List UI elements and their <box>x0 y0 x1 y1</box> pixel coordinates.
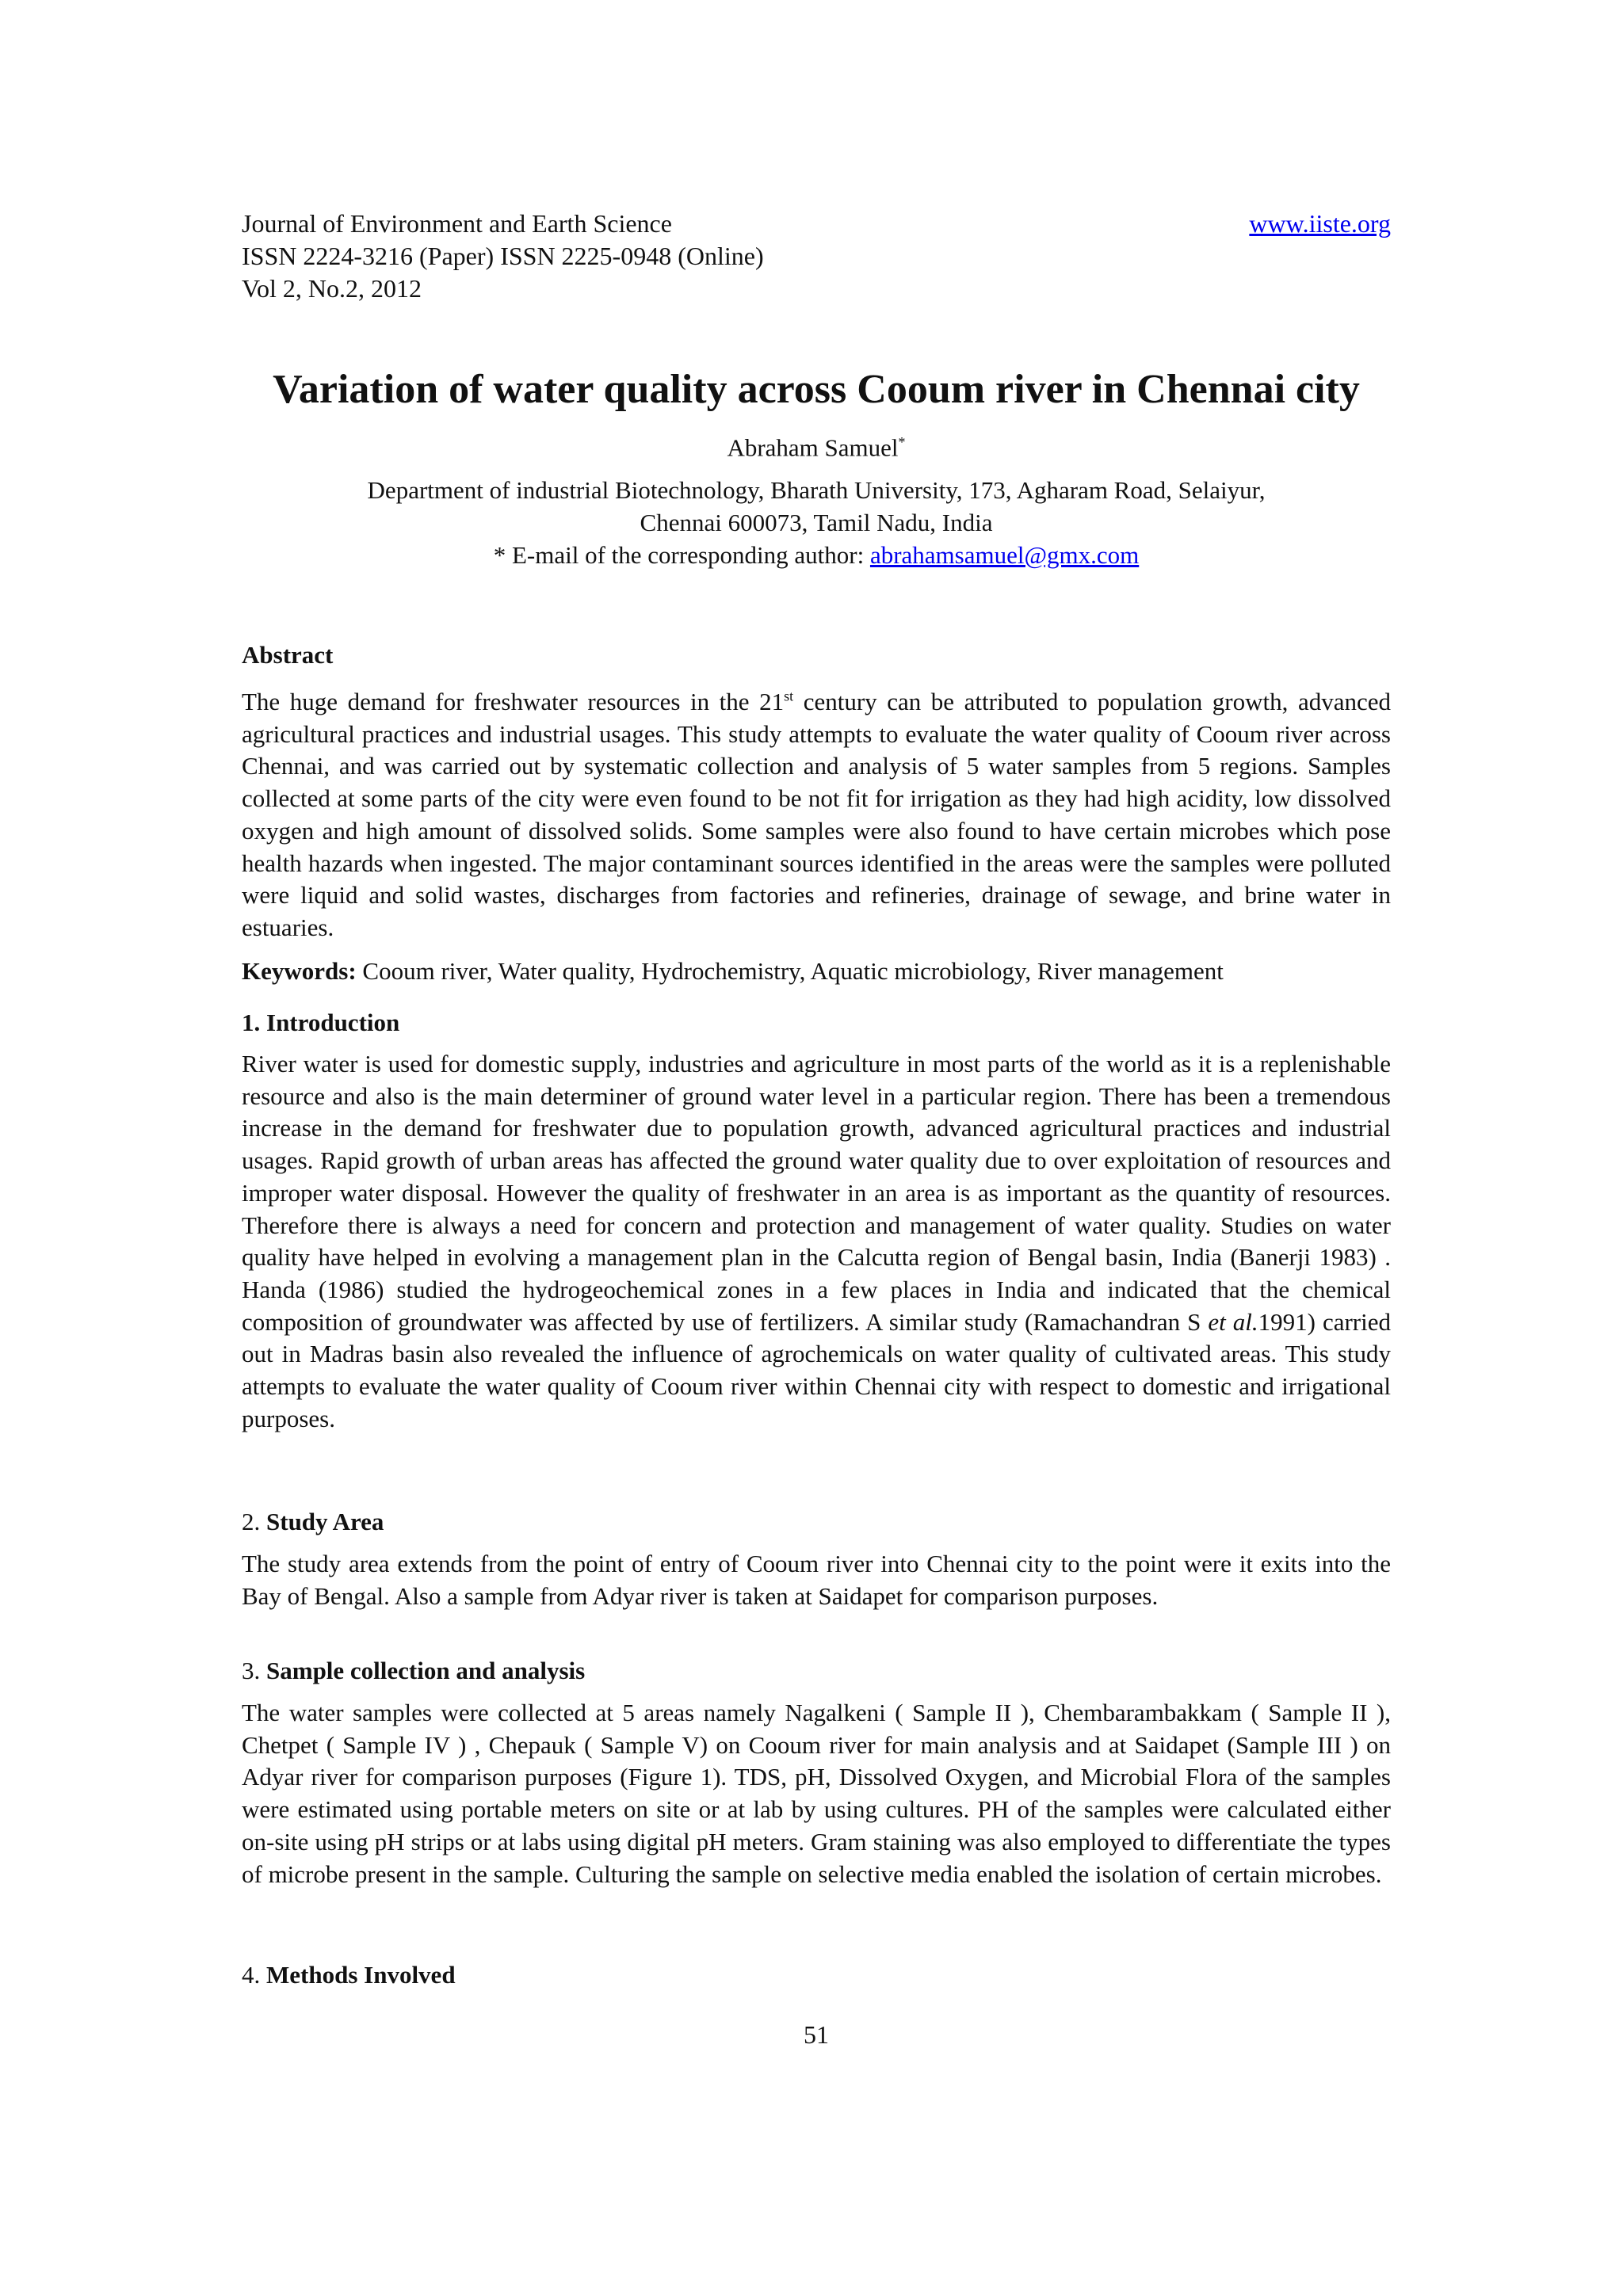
journal-url-link[interactable]: www.iiste.org <box>1249 209 1391 238</box>
study-area-title: Study Area <box>266 1508 384 1535</box>
journal-volume: Vol 2, No.2, 2012 <box>242 274 422 303</box>
affiliation <box>242 474 1391 571</box>
methods-heading <box>242 1959 1391 1992</box>
corresponding-email-line <box>242 539 1391 571</box>
methods-title: Methods Involved <box>266 1961 456 1989</box>
journal-info <box>242 208 764 305</box>
affiliation-line-1: Department of industrial Biotechnology, Bharath University, 173, Agharam Road, Selaiyur, <box>367 476 1266 504</box>
journal-issn: ISSN 2224-3216 (Paper) ISSN 2225-0948 (Online) <box>242 242 764 270</box>
abstract-text-2: century can be attributed to population growth, advanced agricultural practices and industrial usages. This study attempts to evaluate the water quality of Cooum river across Chennai, and was carried out by systematic collection and analysis of 5 water samples from 5 regions. Samples collected at some parts of the city were even found to be not fit for irrigation as they had high acidity, low dissolved oxygen and high amount of dissolved solids. Some samples were also found to have certain microbes which pose health hazards when ingested. The major contaminant sources identified in the areas were the samples were polluted were liquid and solid wastes, discharges from factories and refineries, drainage of sewage, and brine water in estuaries. <box>242 688 1391 941</box>
introduction-italic: et al. <box>1208 1307 1258 1336</box>
keywords-label: Keywords: <box>242 957 357 985</box>
page-number: 51 <box>804 2020 829 2049</box>
email-prefix: * E-mail of the corresponding author: <box>493 541 870 569</box>
author-mark: * <box>898 434 906 450</box>
introduction-text-2: 1991) carried out in Madras basin also revealed the influence of agrochemicals on water quality of cultivated areas. This study attempts to evaluate the water quality of Cooum river within Chennai city with respect to domestic and irrigational purposes. <box>242 1307 1391 1432</box>
paper-title: Variation of water quality across Cooum river in Chennai city <box>273 367 1360 412</box>
journal-name: Journal of Environment and Earth Science <box>242 209 672 238</box>
introduction-text-1: River water is used for domestic supply, industries and agriculture in most parts of the world as it is a replenishable resource and also is the main determiner of ground water level in a particular region. There has been a tremendous increase in the demand for freshwater due to population growth, advanced agricultural practices and industrial usages. Rapid growth of urban areas has affected the ground water quality due to over exploitation of resources and improper water disposal. However the quality of freshwater in an area is as important as the quantity of resources. Therefore there is always a need for concern and protection and management of water quality. Studies on water quality have helped in evolving a management plan in the Calcutta region of Bengal basin, India (Banerji 1983) . Handa (1986) studied the hydrogeochemical zones in a few places in India and indicated that the chemical composition of groundwater was affected by use of fertilizers. A similar study (Ramachandran S <box>242 1050 1391 1336</box>
running-header <box>242 208 1391 305</box>
author-name: Abraham Samuel <box>727 433 899 462</box>
study-area-number: 2. <box>242 1508 266 1535</box>
affiliation-line-2: Chennai 600073, Tamil Nadu, India <box>640 509 993 536</box>
abstract-body <box>242 686 1391 944</box>
methods-number: 4. <box>242 1961 266 1989</box>
introduction-body <box>242 1048 1391 1435</box>
sample-collection-title: Sample collection and analysis <box>266 1657 586 1684</box>
study-area-body: The study area extends from the point of entry of Cooum river into Chennai city to the point were it exits into the Bay of Bengal. Also a sample from Adyar river is taken at Saidapet for comparison purposes. <box>242 1550 1391 1610</box>
sample-collection-body: The water samples were collected at 5 areas namely Nagalkeni ( Sample II ), Chembarambakkam ( Sample II ), Chetpet ( Sample IV ) , Chepauk ( Sample V) on Cooum river for main analysis and at Saidapet (Sample III ) on Adyar river for comparison purposes (Figure 1). TDS, pH, Dissolved Oxygen, and Microbial Flora of the samples were estimated using portable meters on site or at lab by using cultures. PH of the samples were calculated either on-site using pH strips or at labs using digital pH meters. Gram staining was also employed to differentiate the types of microbe present in the sample. Culturing the sample on selective media enabled the isolation of certain microbes. <box>242 1699 1391 1888</box>
abstract-sup: st <box>784 688 794 704</box>
sample-collection-number: 3. <box>242 1657 266 1684</box>
abstract-heading: Abstract <box>242 641 334 669</box>
study-area-heading <box>242 1506 1391 1539</box>
author-email-link[interactable]: abrahamsamuel@gmx.com <box>869 541 1140 569</box>
abstract-text-1: The huge demand for freshwater resources in the 21 <box>242 688 785 715</box>
sample-collection-heading <box>242 1655 1391 1688</box>
author-line <box>242 426 1391 463</box>
introduction-heading: 1. Introduction <box>242 1009 400 1036</box>
keywords <box>242 955 1391 988</box>
keywords-text: Cooum river, Water quality, Hydrochemistry, Aquatic microbiology, River management <box>356 957 1224 985</box>
